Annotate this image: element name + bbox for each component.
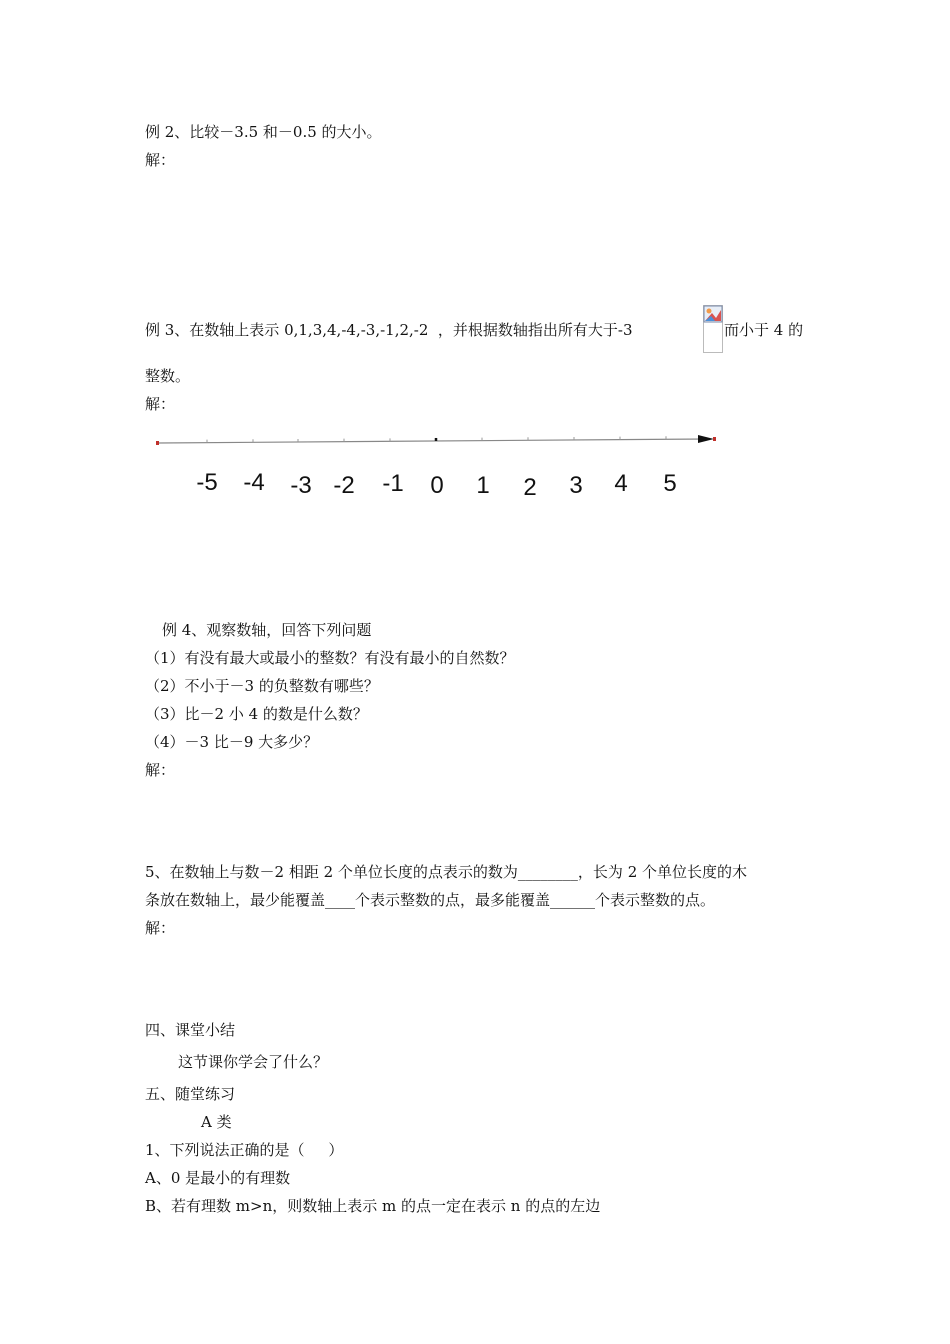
section-5-option-b: B、若有理数 m>n，则数轴上表示 m 的点一定在表示 n 的点的左边 — [145, 1197, 601, 1215]
example-4-q3: （3）比－2 小 4 的数是什么数？ — [145, 705, 368, 723]
section-5-heading: 五、随堂练习 — [145, 1085, 236, 1103]
number-line-axis — [158, 439, 708, 443]
number-line-label: 4 — [614, 470, 628, 497]
number-line-label: -4 — [243, 469, 265, 496]
number-line-label: 3 — [569, 472, 583, 499]
number-line-arrow-icon — [698, 435, 714, 443]
section-4-text: 这节课你学会了什么？ — [178, 1053, 329, 1071]
example-4-title: 例 4、观察数轴，回答下列问题 — [162, 621, 372, 639]
section-5-question-1: 1、下列说法正确的是（ ） — [145, 1141, 344, 1159]
example-3-answer-label: 解： — [145, 395, 176, 413]
number-line-label: -3 — [290, 472, 312, 499]
number-line-label: -2 — [333, 472, 355, 499]
number-line-label: -1 — [382, 470, 404, 497]
example-3-question — [145, 320, 633, 340]
number-line-label: 2 — [523, 474, 537, 501]
example-3-question-line2: 整数。 — [145, 367, 191, 385]
example-2-question: 例 2、比较－3.5 和－0.5 的大小。 — [145, 123, 382, 141]
number-line-label: -5 — [196, 469, 218, 496]
example-4-answer-label: 解： — [145, 761, 176, 779]
number-line-label: 5 — [663, 470, 677, 497]
number-line-label: 1 — [476, 472, 490, 499]
number-line-labels — [196, 469, 676, 501]
section-5-option-a: A、0 是最小的有理数 — [145, 1169, 291, 1187]
number-line-svg — [150, 425, 730, 515]
example-3-question-part2: 而小于 4 的 — [724, 321, 804, 339]
question-5-answer-label: 解： — [145, 919, 176, 937]
question-5-line1: 5、在数轴上与数－2 相距 2 个单位长度的点表示的数为________，长为 2 个单位长度的木 — [145, 863, 748, 881]
number-line-left-marker — [156, 441, 159, 445]
number-line-label: 0 — [430, 472, 444, 499]
number-line — [150, 425, 730, 515]
example-3-question-part1: 例 3、在数轴上表示 0,1,3,4,-4,-3,-1,2,-2 ，并根据数轴指出所有大于-3 — [145, 321, 633, 339]
broken-image-icon — [703, 305, 723, 353]
number-line-right-marker — [713, 437, 716, 441]
question-5-line2: 条放在数轴上，最少能覆盖____个表示整数的点，最多能覆盖______个表示整数的点。 — [145, 891, 716, 909]
example-2-answer-label: 解： — [145, 151, 176, 169]
section-5-category: A 类 — [201, 1113, 232, 1131]
example-4-q1: （1）有没有最大或最小的整数？有没有最小的自然数？ — [145, 649, 515, 667]
example-4-q4: （4）－3 比－9 大多少？ — [145, 733, 319, 751]
section-4-heading: 四、课堂小结 — [145, 1021, 236, 1039]
example-4-q2: （2）不小于－3 的负整数有哪些？ — [145, 677, 379, 695]
